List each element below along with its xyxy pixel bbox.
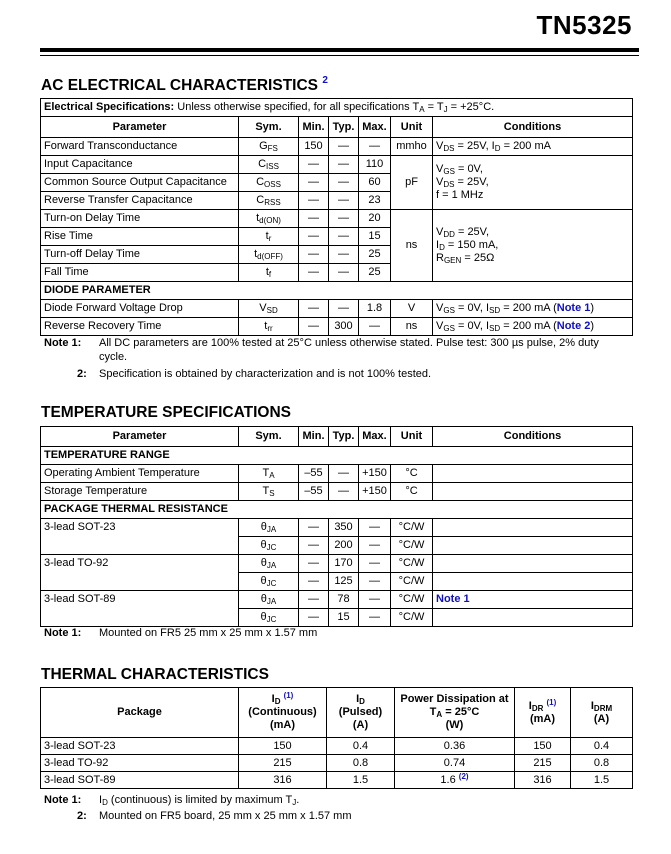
table-row: 3-lead SOT-89 316 1.5 1.6 $^{(2)}$ 316 1.5: [41, 772, 633, 789]
thermal-resistance-header: PACKAGE THERMAL RESISTANCE: [41, 501, 633, 519]
note-2-ref[interactable]: (2): [458, 771, 469, 781]
table-row: 3-lead SOT-89 $\theta_{JA}$ — 78 — °C/W Note 1: [41, 591, 633, 609]
table-row: Turn-on Delay Time $t_{d(ON)}$ — — 20 ns $V_{DD} = 25V$, $I_D = 150$ mA, $R_{GEN} = 25\Omega$: [41, 210, 633, 228]
table-row: Reverse Recovery Time $t_{rr}$ — 300 — ns $V_{GS} = 0V$, $I_{SD} = 200$ mA (Note 2): [41, 318, 633, 336]
table-row: 3-lead SOT-23 150 0.4 0.36 150 0.4: [41, 738, 633, 755]
thermal-section-title: THERMAL CHARACTERISTICS: [41, 666, 269, 683]
part-number: TN5325: [536, 10, 632, 40]
thermal-header-row: Package $I_D$ $^{(1)}$ (Continuous) (mA) $I_D$ (Pulsed) (A) Power Dissipation at $T_A = 25^\circ C$ (W) $I_{DR}$ $^{(1)}$ (mA) $I_{DRM}$ (A): [41, 688, 633, 738]
note-2-link[interactable]: Note 2: [556, 320, 591, 332]
ac-section-title: [41, 77, 328, 95]
table-row: Turn-off Delay Time $t_{d(OFF)}$ — — 25: [41, 246, 633, 264]
ac-table: [40, 98, 633, 336]
temp-range-header: TEMPERATURE RANGE: [41, 447, 633, 465]
table-row: Storage Temperature $T_S$ –55 — +150 °C: [41, 483, 633, 501]
thermal-notes: Note 1: $I_D$ (continuous) is limited by maximum $T_J$. 2: Mounted on FR5 board, 25 mm x 25 mm x 1.57 mm: [44, 794, 352, 822]
table-row: 3-lead TO-92 $\theta_{JA}$ — 170 — °C/W: [41, 555, 633, 573]
header-rule-thick: [40, 48, 639, 52]
note-1-link[interactable]: Note 1: [433, 591, 633, 609]
table-row: 3-lead TO-92 215 0.8 0.74 215 0.8: [41, 755, 633, 772]
ac-title-text: AC ELECTRICAL CHARACTERISTICS: [41, 77, 318, 94]
table-row: Operating Ambient Temperature $T_A$ –55 — +150 °C: [41, 465, 633, 483]
temp-section-title: TEMPERATURE SPECIFICATIONS: [41, 404, 292, 421]
temp-header-row: Parameter Sym. Min. Typ. Max. Unit Conditions: [41, 427, 633, 447]
table-row: $\theta_{JC}$ — 200 — °C/W: [41, 537, 633, 555]
ac-notes: Note 1: All DC parameters are 100% tested at 25°C unless otherwise stated. Pulse test: 300 µs pulse, 2% duty cycle. 2: Specification is obtained by characterization and is not 100% tested.: [44, 337, 599, 380]
table-row: $\theta_{JC}$ — 15 — °C/W: [41, 609, 633, 627]
table-row: Reverse Transfer Capacitance $C_{RSS}$ — — 23: [41, 192, 633, 210]
table-row: Input Capacitance $C_{ISS}$ — — 110 pF $V_{GS} = 0V$, $V_{DS} = 25V$, f = 1 MHz: [41, 156, 633, 174]
thermal-table: [40, 687, 633, 789]
temp-notes: Note 1: Mounted on FR5 25 mm x 25 mm x 1.57 mm: [44, 627, 318, 639]
table-row: $\theta_{JC}$ — 125 — °C/W: [41, 573, 633, 591]
table-row: Diode Forward Voltage Drop $V_{SD}$ — — 1.8 V $V_{GS} = 0V$, $I_{SD} = 200$ mA (Note 1): [41, 300, 633, 318]
ac-header-row: Parameter Sym. Min. Typ. Max. Unit Conditions: [41, 117, 633, 138]
diode-header-row: DIODE PARAMETER: [41, 282, 633, 300]
table-row: Fall Time $t_f$ — — 25: [41, 264, 633, 282]
ac-title-ref[interactable]: 2: [322, 75, 328, 86]
table-row: Rise Time $t_r$ — — 15: [41, 228, 633, 246]
table-row: 3-lead SOT-23 $\theta_{JA}$ — 350 — °C/W: [41, 519, 633, 537]
note-1-link[interactable]: Note 1: [556, 302, 591, 314]
temp-table: [40, 426, 633, 627]
table-row: Common Source Output Capacitance $C_{OSS}$ — — 60: [41, 174, 633, 192]
header-rule-thin: [40, 55, 639, 56]
ac-spec-line: Electrical Specifications: Unless otherwise specified, for all specifications $T_A = T_J = +25^\circ C$.: [41, 99, 633, 117]
table-row: Forward Transconductance $G_{FS}$ 150 — — mmho $V_{DS} = 25V$, $I_D = 200$ mA: [41, 138, 633, 156]
